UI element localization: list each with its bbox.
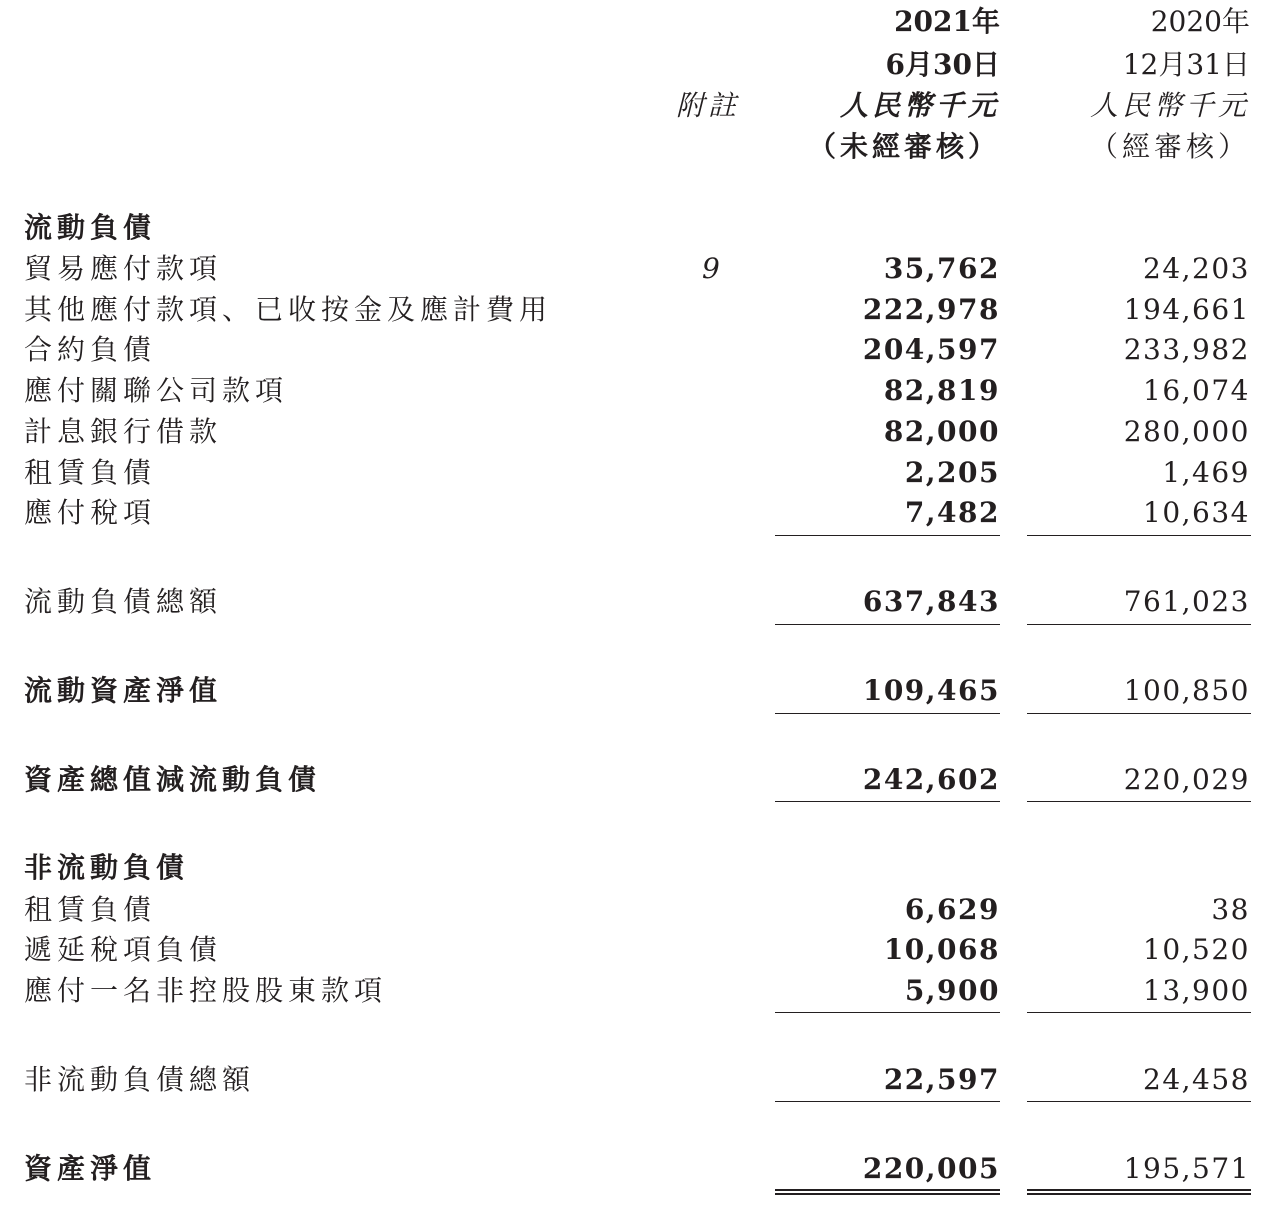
value-2021: 7,482	[904, 496, 1000, 529]
value-2020: 38	[1211, 893, 1250, 926]
value-2021: 22,597	[883, 1063, 1000, 1096]
value-2021: 2,205	[904, 456, 1000, 489]
table-row	[0, 330, 1267, 370]
row-label: 應付稅項	[24, 496, 157, 529]
net-assets-double-rule-2020	[1027, 1189, 1251, 1195]
total-row-current-liabilities	[0, 582, 1267, 622]
value-2021: 5,900	[904, 974, 1000, 1007]
section-heading-label: 非流動負債	[24, 851, 190, 884]
non-current-total-rule-2021	[775, 1101, 1000, 1102]
row-label: 非流動負債總額	[24, 1063, 256, 1096]
section-heading-label: 流動負債	[24, 211, 157, 244]
col1-date-header: 6月30日	[885, 48, 1000, 81]
value-2020: 280,000	[1123, 415, 1250, 448]
non-current-subtotal-rule-2020	[1027, 1012, 1251, 1013]
table-row	[0, 453, 1267, 493]
value-2020: 10,634	[1143, 496, 1250, 529]
row-label: 租賃負債	[24, 456, 157, 489]
row-label: 資產淨值	[24, 1152, 157, 1185]
total-assets-less-current-liabilities-row	[0, 760, 1267, 800]
col2-year-header: 2020年	[1150, 5, 1250, 38]
value-2021: 242,602	[862, 763, 1000, 796]
table-row	[0, 249, 1267, 289]
section-heading-current-liabilities	[0, 208, 1267, 248]
net-current-assets-row	[0, 671, 1267, 711]
subtotal-rule-2020	[1027, 535, 1251, 536]
table-row	[0, 971, 1267, 1011]
value-2021: 82,000	[883, 415, 1000, 448]
value-2021: 109,465	[862, 674, 1000, 707]
table-row	[0, 890, 1267, 930]
col2-date-header: 12月31日	[1122, 48, 1250, 81]
value-2021: 220,005	[862, 1152, 1000, 1185]
section-heading-non-current-liabilities	[0, 848, 1267, 888]
row-label: 合約負債	[24, 333, 157, 366]
value-2020: 16,074	[1143, 374, 1250, 407]
non-current-subtotal-rule-2021	[775, 1012, 1000, 1013]
row-label: 貿易應付款項	[24, 252, 223, 285]
value-2020: 194,661	[1123, 293, 1250, 326]
table-row	[0, 371, 1267, 411]
total-row-non-current-liabilities	[0, 1060, 1267, 1100]
col2-audit-header: （經審核）	[1089, 130, 1250, 163]
row-label: 資產總值減流動負債	[24, 763, 322, 796]
value-2020: 13,900	[1143, 974, 1250, 1007]
net-assets-double-rule-2021	[775, 1189, 1000, 1195]
value-2021: 222,978	[862, 293, 1000, 326]
total-rule-2020	[1027, 624, 1251, 625]
value-2020: 10,520	[1143, 933, 1250, 966]
value-2021: 82,819	[883, 374, 1000, 407]
row-label: 遞延稅項負債	[24, 933, 223, 966]
table-row	[0, 493, 1267, 533]
table-row	[0, 290, 1267, 330]
value-2020: 24,203	[1143, 252, 1250, 285]
value-2020: 195,571	[1123, 1152, 1250, 1185]
row-label: 計息銀行借款	[24, 415, 223, 448]
col1-audit-header: （未經審核）	[807, 130, 1000, 163]
value-2020: 233,982	[1123, 333, 1250, 366]
value-2020: 761,023	[1123, 585, 1250, 618]
row-label: 流動資產淨值	[24, 674, 223, 707]
row-label: 應付一名非控股股東款項	[24, 974, 388, 1007]
col1-year-header: 2021年	[894, 5, 1000, 38]
col2-unit-header: 人民幣千元	[1089, 89, 1250, 122]
net-current-assets-rule-2021	[775, 713, 1000, 714]
total-assets-rule-2020	[1027, 801, 1251, 802]
total-assets-rule-2021	[775, 801, 1000, 802]
row-label: 應付關聯公司款項	[24, 374, 289, 407]
net-current-assets-rule-2020	[1027, 713, 1251, 714]
value-2021: 35,762	[883, 252, 1000, 285]
value-2021: 10,068	[883, 933, 1000, 966]
row-label: 其他應付款項、已收按金及應計費用	[24, 293, 553, 326]
value-2020: 100,850	[1123, 674, 1250, 707]
total-rule-2021	[775, 624, 1000, 625]
row-label: 流動負債總額	[24, 585, 223, 618]
row-note: 9	[702, 252, 720, 285]
note-column-header: 附註	[676, 89, 741, 122]
net-assets-row	[0, 1149, 1267, 1189]
subtotal-rule-2021	[775, 535, 1000, 536]
col1-unit-header: 人民幣千元	[839, 89, 1000, 122]
value-2021: 6,629	[904, 893, 1000, 926]
non-current-total-rule-2020	[1027, 1101, 1251, 1102]
value-2020: 1,469	[1162, 456, 1250, 489]
value-2021: 204,597	[862, 333, 1000, 366]
table-row	[0, 412, 1267, 452]
table-row	[0, 930, 1267, 970]
row-label: 租賃負債	[24, 893, 157, 926]
value-2021: 637,843	[862, 585, 1000, 618]
value-2020: 220,029	[1123, 763, 1250, 796]
value-2020: 24,458	[1143, 1063, 1250, 1096]
